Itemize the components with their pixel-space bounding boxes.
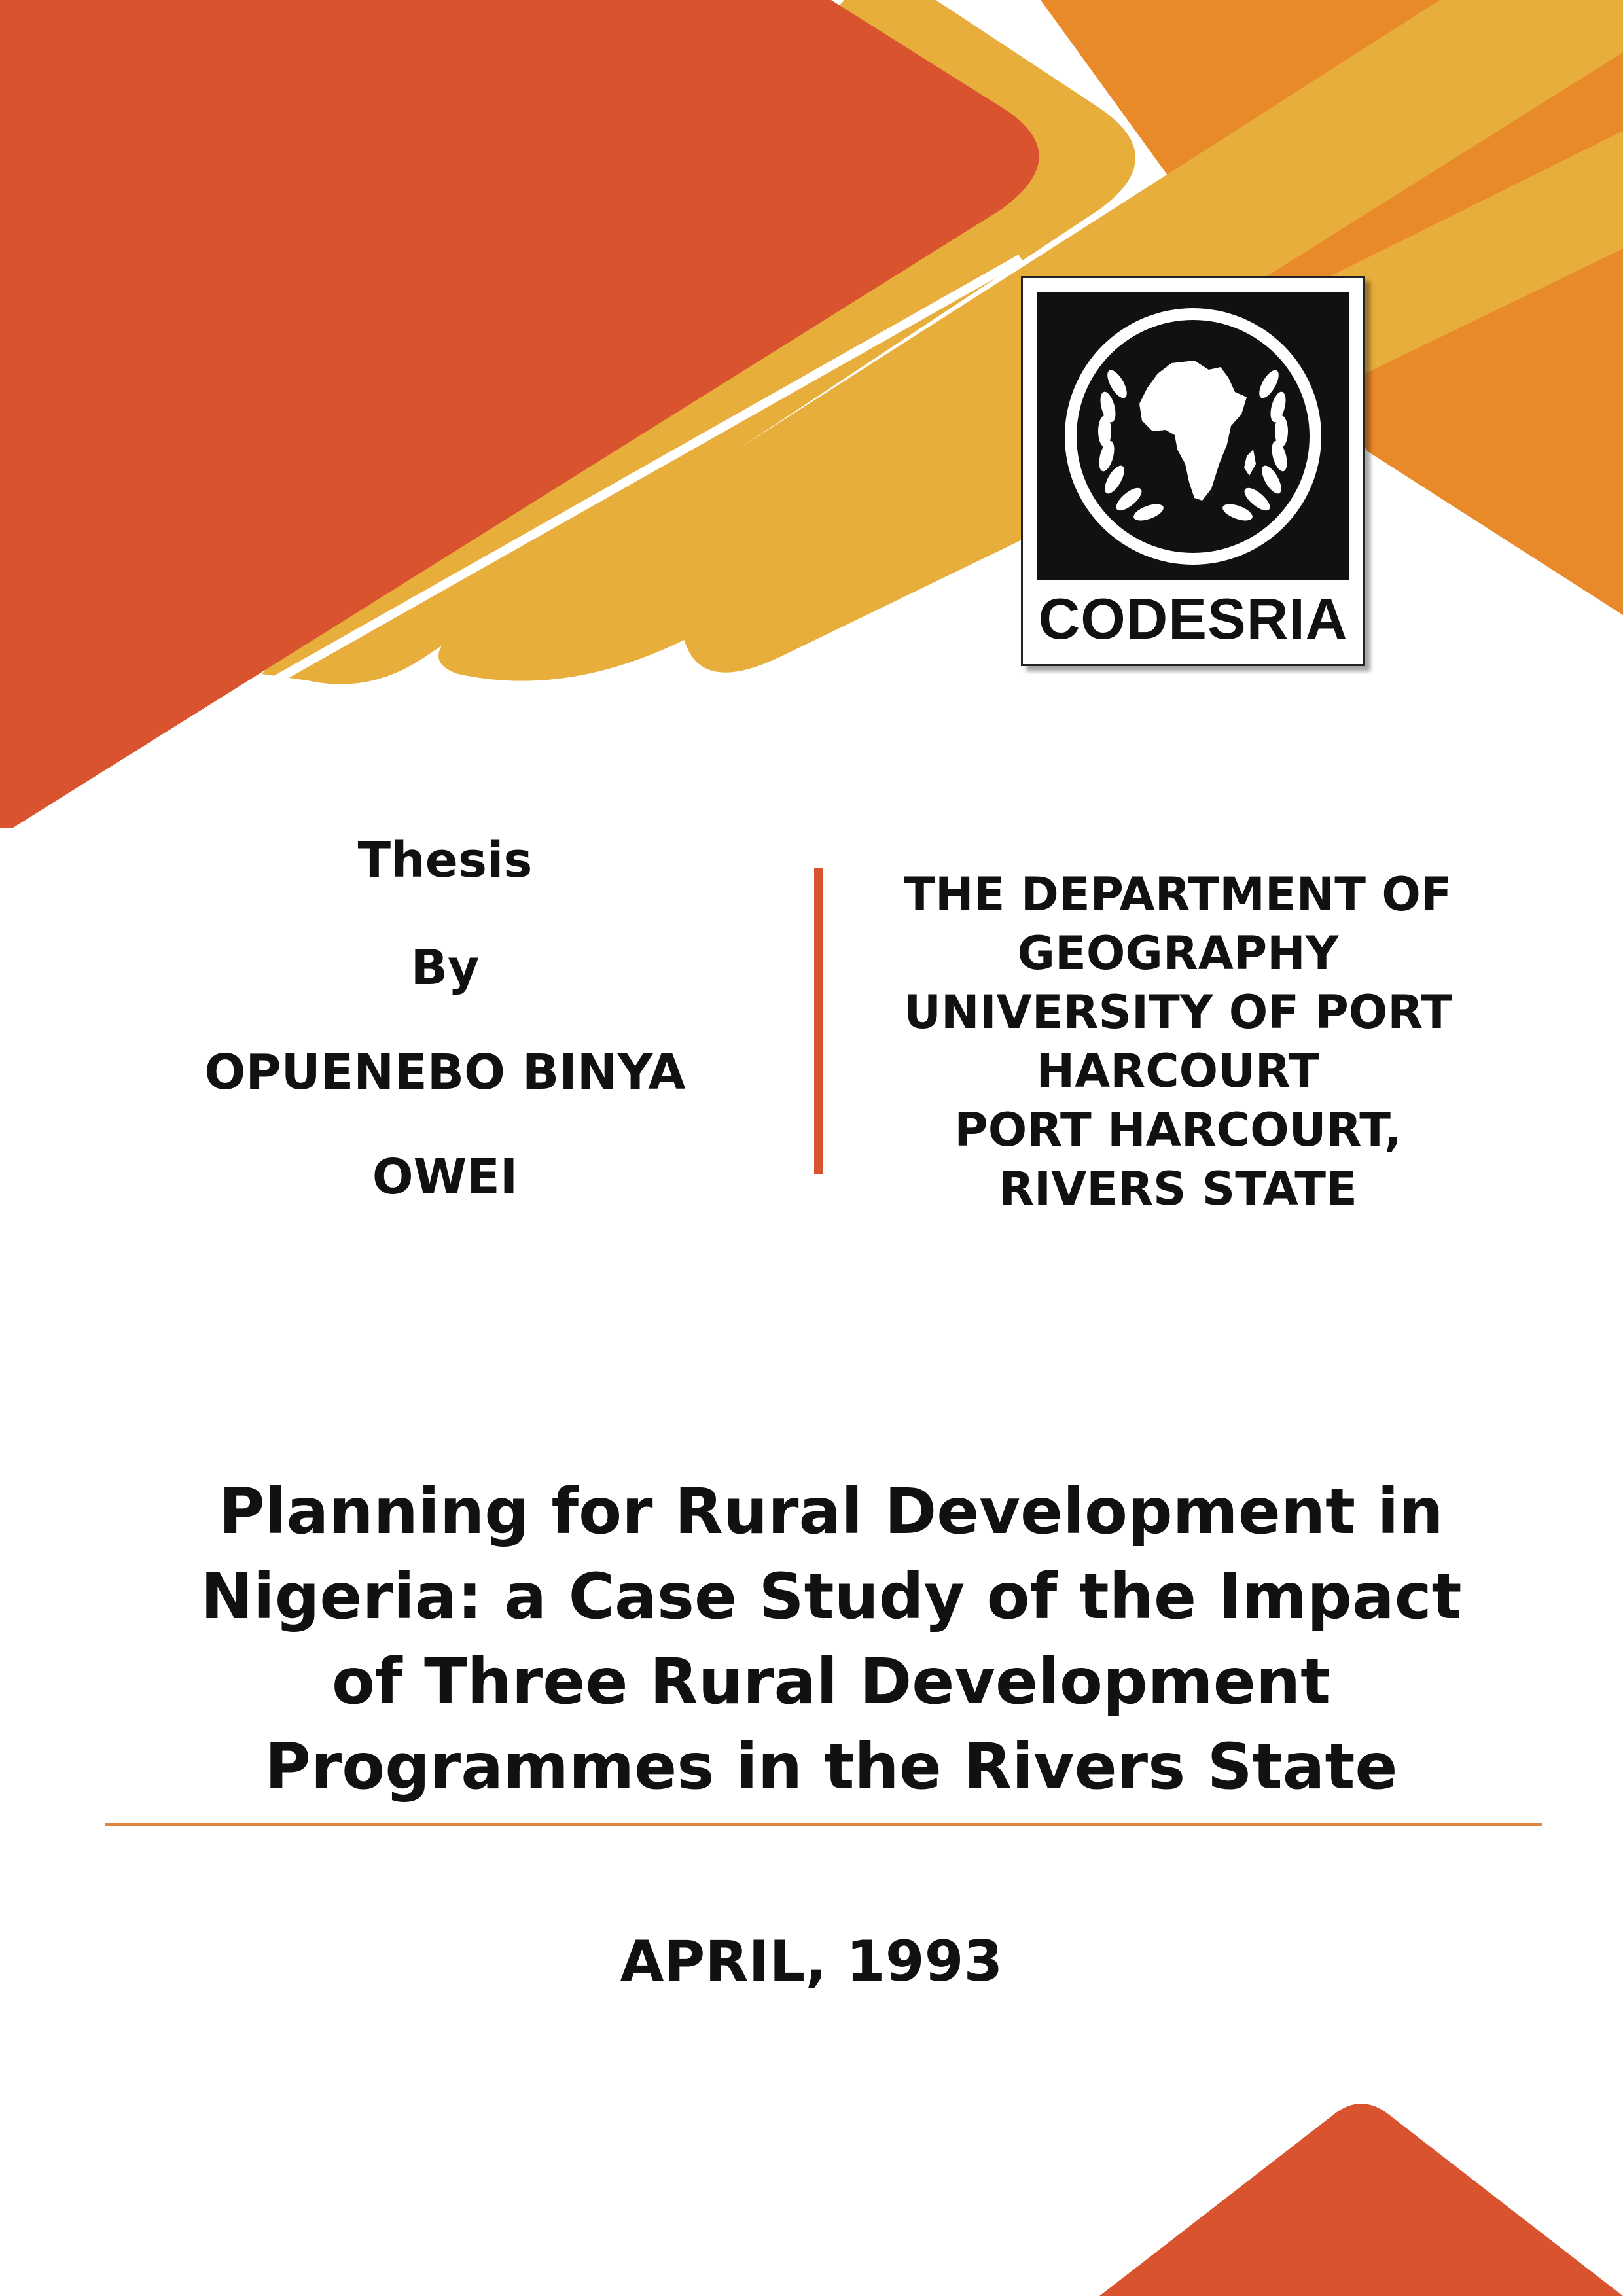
- author-name-line2: OWEI: [372, 1149, 518, 1205]
- title-underline-rule: [105, 1823, 1542, 1826]
- logo-black-panel: [1037, 292, 1349, 580]
- department-line: GEOGRAPHY: [1017, 927, 1339, 980]
- codesria-logo: [1021, 276, 1365, 666]
- department-line: UNIVERSITY OF PORT: [904, 985, 1452, 1039]
- author-name-line1: OPUENEBO BINYA: [204, 1044, 686, 1101]
- department-line: THE DEPARTMENT OF: [904, 868, 1452, 921]
- title-line: Planning for Rural Development in: [219, 1475, 1444, 1548]
- by-label: By: [410, 940, 480, 996]
- bottom-triangle-shape: [1099, 2104, 1623, 2296]
- codesria-logo-text: CODESRIA: [1038, 586, 1348, 651]
- department-block: [844, 865, 1512, 1218]
- thesis-label: Thesis: [357, 832, 533, 889]
- title-line: Nigeria: a Case Study of the Impact: [200, 1560, 1462, 1633]
- thesis-title: [79, 1469, 1584, 1809]
- publication-date: APRIL, 1993: [620, 1929, 1003, 1994]
- africa-laurel-emblem-icon: [1037, 292, 1349, 580]
- department-line: PORT HARCOURT,: [954, 1103, 1402, 1157]
- department-line: HARCOURT: [1036, 1044, 1320, 1098]
- vertical-divider: [814, 868, 823, 1174]
- title-line: of Three Rural Development: [331, 1645, 1331, 1718]
- title-line: Programmes in the Rivers State: [264, 1730, 1398, 1803]
- department-line: RIVERS STATE: [999, 1162, 1357, 1216]
